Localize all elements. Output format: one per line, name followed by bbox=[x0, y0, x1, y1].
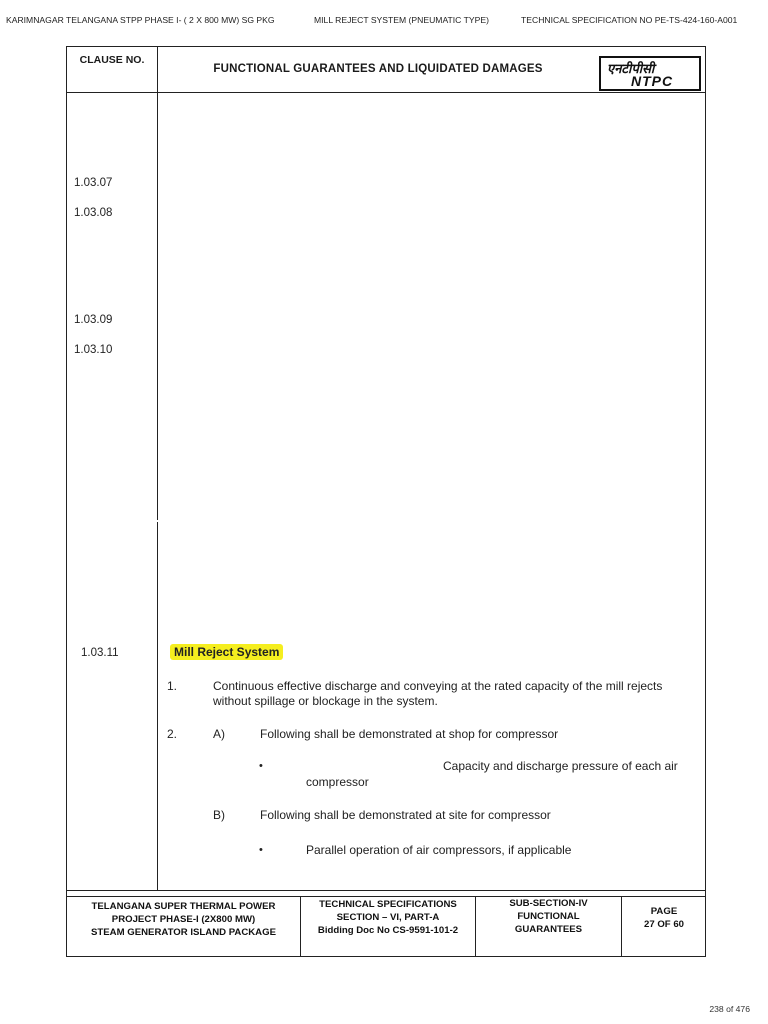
item-2b-bullet-text: Parallel operation of air compressors, if applicable bbox=[306, 843, 572, 857]
item-2-number: 2. bbox=[167, 727, 178, 741]
footer-spec bbox=[301, 898, 475, 937]
item-2a-bullet-line1: Capacity and discharge pressure of each air bbox=[443, 759, 678, 773]
item-1-number: 1. bbox=[167, 679, 178, 693]
footer-subsection-line2: FUNCTIONAL bbox=[517, 911, 580, 922]
footer-project-line3: STEAM GENERATOR ISLAND PACKAGE bbox=[91, 927, 276, 938]
item-2b-label: B) bbox=[213, 808, 225, 822]
section-heading bbox=[170, 645, 283, 660]
item-2b-text: Following shall be demonstrated at site for compressor bbox=[260, 808, 551, 822]
page-title: FUNCTIONAL GUARANTEES AND LIQUIDATED DAMAGES bbox=[213, 63, 543, 75]
item-2a-text: Following shall be demonstrated at shop for compressor bbox=[260, 727, 559, 741]
section-heading-highlight: Mill Reject System bbox=[170, 644, 283, 660]
clause-1-03-08: 1.03.08 bbox=[74, 207, 113, 219]
bullet-2: • bbox=[259, 844, 263, 856]
ntpc-logo-hindi: एनटीपीसी bbox=[607, 61, 655, 76]
ntpc-logo bbox=[599, 56, 701, 91]
clause-1-03-09: 1.03.09 bbox=[74, 314, 113, 326]
footer-subsection-line3: GUARANTEES bbox=[514, 924, 583, 935]
clause-1-03-11: 1.03.11 bbox=[81, 647, 119, 659]
footer-page-number: 27 OF 60 bbox=[644, 919, 684, 930]
running-header-system: MILL REJECT SYSTEM (PNEUMATIC TYPE) bbox=[314, 15, 489, 25]
ntpc-logo-text: NTPC bbox=[631, 73, 674, 89]
footer-page-label: PAGE bbox=[650, 906, 678, 917]
footer-project-line2: PROJECT PHASE-I (2X800 MW) bbox=[111, 914, 256, 925]
footer-spec-line1: TECHNICAL SPECIFICATIONS bbox=[319, 899, 457, 910]
clause-1-03-10: 1.03.10 bbox=[74, 344, 113, 356]
footer-spec-line2: SECTION – VI, PART-A bbox=[336, 912, 440, 923]
footer-subsection-line1: SUB-SECTION-IV bbox=[509, 898, 588, 909]
clause-1-03-07: 1.03.07 bbox=[74, 177, 113, 189]
running-header-spec: TECHNICAL SPECIFICATION NO PE-TS-424-160-A001 bbox=[521, 15, 738, 25]
footer-project-line1: TELANGANA SUPER THERMAL POWER bbox=[91, 901, 276, 912]
footer-page bbox=[622, 905, 706, 931]
running-header-project: KARIMNAGAR TELANGANA STPP PHASE I- ( 2 X 800 MW) SG PKG bbox=[6, 15, 275, 25]
page-counter: 238 of 476 bbox=[709, 1004, 750, 1014]
item-2a-bullet-line2: compressor bbox=[306, 775, 369, 789]
footer-project bbox=[67, 900, 300, 939]
bullet-1: • bbox=[259, 760, 263, 772]
item-1-text: Continuous effective discharge and conveying at the rated capacity of the mill rejects without spillage or blockage in the system. bbox=[213, 679, 663, 708]
footer-subsection bbox=[476, 897, 621, 936]
item-2a-label: A) bbox=[213, 727, 225, 741]
footer-spec-line3: Bidding Doc No CS-9591-101-2 bbox=[317, 925, 459, 936]
clause-no-label: CLAUSE NO. bbox=[79, 54, 145, 66]
